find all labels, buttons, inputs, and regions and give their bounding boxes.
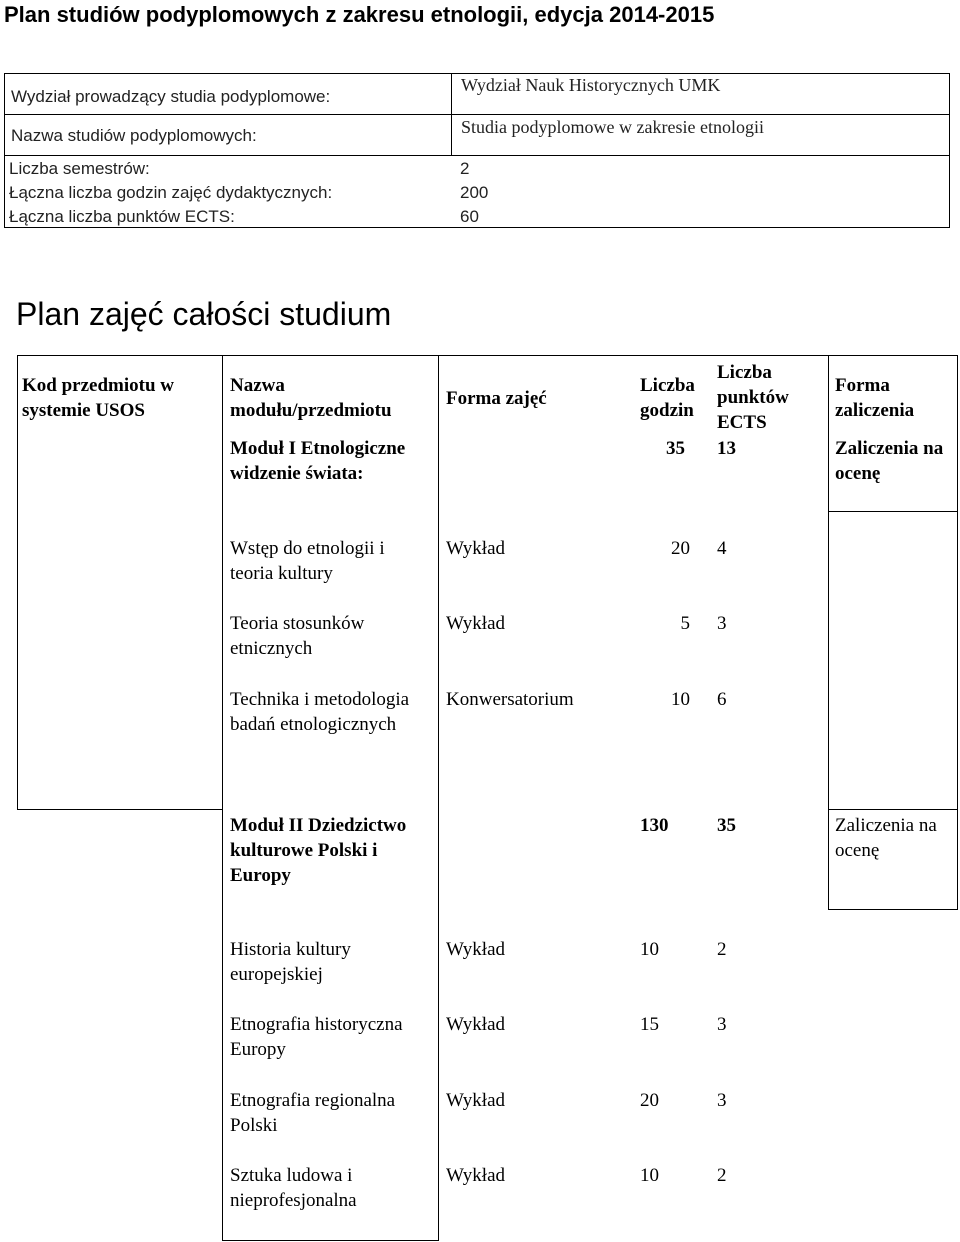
course-1-2-form: Wykład [446,613,506,634]
course-2-1-ects: 2 [717,939,727,960]
header-form: Forma zajęć [446,388,547,409]
module-2-hours: 130 [640,815,669,836]
info-border-left [4,73,5,228]
course-2-1-form: Wykład [446,939,506,960]
info-divider-2 [4,155,950,156]
plan-assessment-divider-1 [828,511,958,512]
plan-form-col-left [438,355,439,1241]
plan-assessment-bottom [828,909,958,910]
course-1-3-form: Konwersatorium [446,689,574,710]
info-border-bottom [4,227,950,228]
header-hours: Liczba godzin [640,375,695,421]
course-2-2-name: Etnografia historyczna Europy [230,1014,403,1060]
module-1-ects: 13 [717,438,736,459]
header-code: Kod przedmiotu w systemie USOS [22,375,174,421]
course-2-4-form: Wykład [446,1165,506,1186]
module-1-name: Moduł I Etnologiczne widzenie świata: [230,438,406,484]
plan-code-col-left [17,355,18,810]
faculty-label: Wydział prowadzący studia podyplomowe: [11,87,331,106]
course-2-3-form: Wykład [446,1090,506,1111]
course-2-4-ects: 2 [717,1165,727,1186]
course-2-1-hours: 10 [640,939,659,960]
module-2-ects: 35 [717,815,736,836]
course-1-2-ects: 3 [717,613,727,634]
header-ects: Liczba punktów ECTS [717,362,789,433]
plan-code-col-bottom [17,809,223,810]
ects-label: Łączna liczba punktów ECTS: [9,207,235,226]
course-2-2-form: Wykład [446,1014,506,1035]
info-col-divider [451,73,452,156]
hours-label: Łączna liczba godzin zajęć dydaktycznych: [9,183,333,202]
plan-assessment-col-left [828,355,829,910]
semesters-value: 2 [460,159,470,178]
plan-heading: Plan zajęć całości studium [16,296,392,332]
plan-name-col-bottom [222,1240,439,1241]
course-1-2-name: Teoria stosunków etnicznych [230,613,365,659]
info-border-right [949,73,950,228]
course-2-3-hours: 20 [640,1090,659,1111]
course-2-3-ects: 3 [717,1090,727,1111]
course-1-1-hours: 20 [671,538,690,559]
course-1-3-ects: 6 [717,689,727,710]
header-name: Nazwa modułu/przedmiotu [230,375,392,421]
course-1-1-name: Wstęp do etnologii i teoria kultury [230,538,385,584]
name-value: Studia podyplomowe w zakresie etnologii [461,117,764,137]
hours-value: 200 [460,183,489,202]
module-1-assessment: Zaliczenia na ocenę [835,438,944,484]
ects-value: 60 [460,207,479,226]
plan-name-col-left [222,355,223,1241]
plan-border-right [957,355,958,910]
course-1-1-form: Wykład [446,538,506,559]
course-2-4-name: Sztuka ludowa i nieprofesjonalna [230,1165,357,1211]
name-label: Nazwa studiów podyplomowych: [11,126,257,145]
module-2-assessment: Zaliczenia na ocenę [835,815,937,861]
module-2-name: Moduł II Dziedzictwo kulturowe Polski i Europy [230,815,407,886]
course-1-1-ects: 4 [717,538,727,559]
plan-border-top [17,355,958,356]
plan-assessment-divider-2 [828,809,958,810]
course-2-1-name: Historia kultury europejskiej [230,939,351,985]
course-2-4-hours: 10 [640,1165,659,1186]
semesters-label: Liczba semestrów: [9,159,150,178]
course-2-2-ects: 3 [717,1014,727,1035]
course-2-3-name: Etnografia regionalna Polski [230,1090,396,1136]
module-1-hours: 35 [666,438,685,459]
header-assessment: Forma zaliczenia [835,375,915,421]
document-title: Plan studiów podyplomowych z zakresu etnologii, edycja 2014-2015 [4,2,715,27]
course-1-3-hours: 10 [671,689,690,710]
course-1-3-name: Technika i metodologia badań etnologicznych [230,689,410,735]
course-1-2-hours: 5 [680,613,690,634]
faculty-value: Wydział Nauk Historycznych UMK [461,75,721,95]
course-2-2-hours: 15 [640,1014,659,1035]
